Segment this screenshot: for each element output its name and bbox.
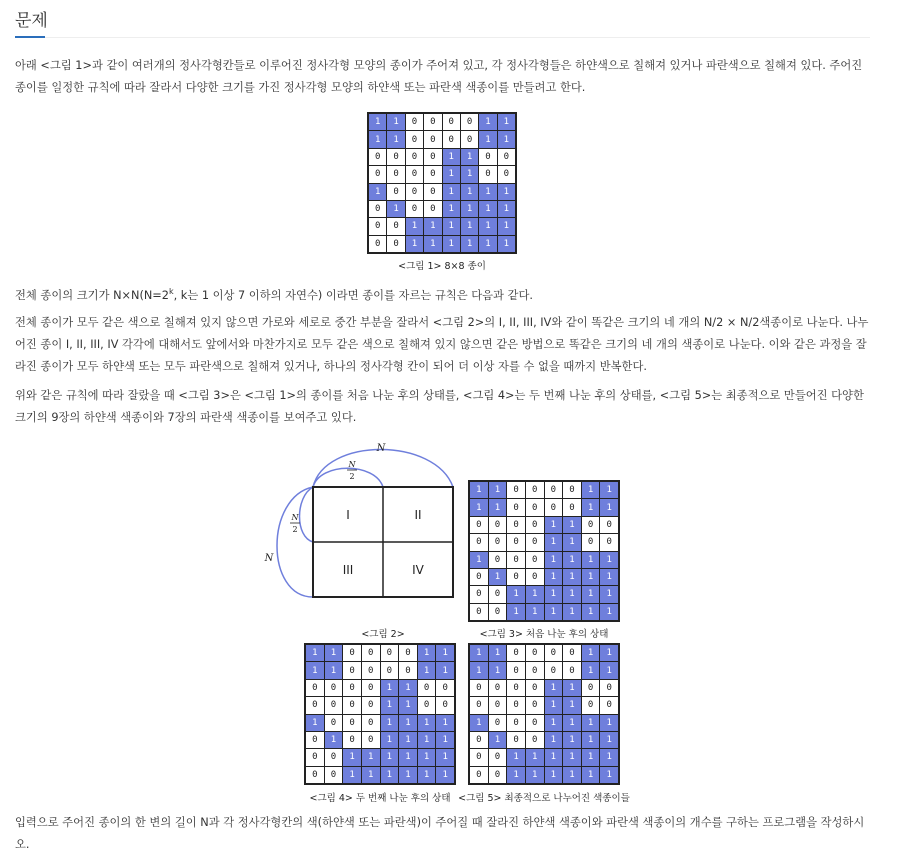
grid-cell: 1 [507, 749, 525, 765]
grid-cell: 0 [325, 697, 343, 713]
grid-cell: 1 [436, 767, 454, 783]
grid-cell: 0 [424, 149, 441, 165]
grid-cell: 0 [343, 715, 361, 731]
grid-cell: 1 [479, 131, 496, 147]
fig2-half-left-num: N [291, 513, 299, 522]
grid-cell: 0 [362, 680, 380, 696]
grid-cell: 1 [399, 767, 417, 783]
grid-cell: 0 [507, 732, 525, 748]
grid-cell: 0 [387, 236, 404, 252]
grid-cell: 0 [470, 680, 488, 696]
grid-cell: 1 [600, 662, 618, 678]
grid-cell: 1 [443, 184, 460, 200]
figure-5-grid [468, 643, 620, 785]
grid-cell: 1 [387, 114, 404, 130]
grid-cell: 1 [489, 569, 507, 585]
fig2-label-n-top: N [376, 443, 386, 454]
grid-cell: 1 [582, 645, 600, 661]
grid-cell: 0 [507, 534, 525, 550]
grid-cell: 0 [399, 662, 417, 678]
grid-cell: 1 [418, 715, 436, 731]
grid-cell: 1 [381, 680, 399, 696]
grid-cell: 1 [600, 604, 618, 620]
grid-cell: 1 [600, 586, 618, 602]
grid-cell: 1 [498, 236, 515, 252]
grid-cell: 0 [406, 149, 423, 165]
grid-cell: 1 [582, 499, 600, 515]
grid-cell: 1 [600, 767, 618, 783]
grid-cell: 1 [489, 732, 507, 748]
grid-cell: 0 [526, 732, 544, 748]
grid-cell: 1 [325, 645, 343, 661]
grid-cell: 0 [507, 715, 525, 731]
grid-cell: 0 [387, 149, 404, 165]
grid-cell: 1 [526, 604, 544, 620]
grid-cell: 1 [381, 732, 399, 748]
grid-cell: 1 [470, 645, 488, 661]
grid-cell: 1 [470, 715, 488, 731]
grid-cell: 0 [470, 586, 488, 602]
grid-cell: 0 [489, 604, 507, 620]
figure-2-diagram [255, 437, 465, 621]
figure-4-caption: <그림 4> 두 번째 나눈 후의 상태 [309, 793, 451, 804]
grid-cell: 1 [399, 715, 417, 731]
grid-cell: 1 [545, 767, 563, 783]
grid-cell: 1 [343, 767, 361, 783]
grid-cell: 0 [526, 680, 544, 696]
grid-cell: 1 [470, 552, 488, 568]
title-divider [15, 37, 870, 38]
grid-cell: 1 [545, 586, 563, 602]
grid-cell: 0 [470, 767, 488, 783]
paragraph-example: 위와 같은 규칙에 따라 잘랐을 때 <그림 3>은 <그림 1>의 종이를 처음 나눈 후의 상태를, <그림 4>는 두 번째 나눈 후의 상태를, <그림 5>는 최종적으로 만들어진 다양한 크기의 9장의 하얀색 색종이와 7장의 파란색 색종이를 보여주고 있다. [15, 389, 864, 424]
paragraph-size [15, 281, 873, 307]
grid-cell: 1 [489, 482, 507, 498]
figure-1-caption: <그림 1> 8×8 종이 [398, 261, 486, 272]
grid-cell: 1 [399, 680, 417, 696]
grid-cell: 1 [563, 697, 581, 713]
grid-cell: 1 [479, 114, 496, 130]
grid-cell: 0 [369, 201, 386, 217]
grid-cell: 1 [563, 749, 581, 765]
grid-cell: 0 [369, 166, 386, 182]
grid-cell: 1 [443, 218, 460, 234]
grid-cell: 0 [406, 131, 423, 147]
grid-cell: 0 [600, 680, 618, 696]
grid-cell: 1 [387, 201, 404, 217]
grid-cell: 1 [600, 569, 618, 585]
grid-cell: 0 [563, 645, 581, 661]
grid-cell: 0 [489, 552, 507, 568]
grid-cell: 1 [545, 552, 563, 568]
grid-cell: 1 [387, 131, 404, 147]
grid-cell: 0 [362, 715, 380, 731]
fig2-half-top-num: N [348, 460, 356, 469]
paragraph-intro: 아래 <그림 1>과 같이 여러개의 정사각형칸들로 이루어진 정사각형 모양의 종이가 주어져 있고, 각 정사각형들은 하얀색으로 칠해져 있거나 파란색으로 칠해져 있다. 주어진 종이를 일정한 규칙에 따라 잘라서 다양한 크기를 가진 정사각형 모양의 하얀색 또는 파란색 색종이를 만들려고 한다. [15, 59, 863, 94]
grid-cell: 1 [498, 114, 515, 130]
grid-cell: 0 [387, 218, 404, 234]
grid-cell: 0 [436, 697, 454, 713]
grid-cell: 1 [563, 604, 581, 620]
grid-cell: 0 [325, 680, 343, 696]
quadrant-iv: IV [412, 563, 424, 577]
grid-cell: 1 [545, 715, 563, 731]
grid-cell: 1 [381, 749, 399, 765]
grid-cell: 1 [498, 201, 515, 217]
grid-cell: 0 [582, 697, 600, 713]
grid-cell: 1 [461, 218, 478, 234]
grid-cell: 0 [526, 517, 544, 533]
grid-cell: 1 [436, 732, 454, 748]
quadrant-iii: III [342, 563, 354, 577]
grid-cell: 1 [545, 697, 563, 713]
paragraph-size-post: , k는 1 이상 7 이하의 자연수) 이라면 종이를 자르는 규칙은 다음과 같다. [173, 288, 533, 302]
grid-cell: 0 [362, 645, 380, 661]
grid-cell: 0 [489, 517, 507, 533]
grid-cell: 1 [563, 517, 581, 533]
grid-cell: 1 [507, 767, 525, 783]
grid-cell: 1 [489, 645, 507, 661]
grid-cell: 0 [369, 236, 386, 252]
grid-cell: 0 [325, 767, 343, 783]
grid-cell: 1 [582, 732, 600, 748]
grid-cell: 0 [507, 569, 525, 585]
grid-cell: 0 [563, 499, 581, 515]
grid-cell: 1 [545, 569, 563, 585]
grid-cell: 1 [582, 662, 600, 678]
figure-1-grid [367, 112, 517, 254]
grid-cell: 1 [563, 534, 581, 550]
grid-cell: 1 [498, 184, 515, 200]
grid-cell: 1 [582, 604, 600, 620]
grid-cell: 0 [479, 166, 496, 182]
grid-cell: 0 [381, 662, 399, 678]
grid-cell: 0 [526, 569, 544, 585]
grid-cell: 0 [470, 517, 488, 533]
grid-cell: 1 [424, 218, 441, 234]
grid-cell: 0 [526, 645, 544, 661]
grid-cell: 1 [325, 732, 343, 748]
grid-cell: 0 [369, 218, 386, 234]
grid-cell: 0 [600, 697, 618, 713]
grid-cell: 0 [507, 697, 525, 713]
grid-cell: 1 [418, 732, 436, 748]
grid-cell: 0 [343, 697, 361, 713]
grid-cell: 0 [489, 749, 507, 765]
grid-cell: 0 [406, 166, 423, 182]
grid-cell: 0 [582, 534, 600, 550]
grid-cell: 1 [479, 201, 496, 217]
grid-cell: 1 [399, 749, 417, 765]
grid-cell: 0 [424, 114, 441, 130]
grid-cell: 1 [461, 149, 478, 165]
grid-cell: 0 [424, 184, 441, 200]
grid-cell: 0 [507, 662, 525, 678]
grid-cell: 0 [461, 131, 478, 147]
grid-cell: 0 [343, 645, 361, 661]
figure-3-grid [468, 480, 620, 622]
grid-cell: 0 [526, 499, 544, 515]
grid-cell: 0 [343, 662, 361, 678]
grid-cell: 0 [306, 697, 324, 713]
grid-cell: 0 [443, 114, 460, 130]
grid-cell: 1 [418, 767, 436, 783]
grid-cell: 1 [406, 236, 423, 252]
grid-cell: 1 [436, 715, 454, 731]
quadrant-i: I [346, 508, 350, 522]
paragraph-task: 입력으로 주어진 종이의 한 변의 길이 N과 각 정사각형칸의 색(하얀색 또는 파란색)이 주어질 때 잘라진 하얀색 색종이와 파란색 색종이의 개수를 구하는 프로그램을 작성하시오. [15, 816, 865, 851]
grid-cell: 0 [526, 662, 544, 678]
grid-cell: 0 [489, 715, 507, 731]
grid-cell: 1 [563, 732, 581, 748]
grid-cell: 1 [381, 715, 399, 731]
grid-cell: 0 [306, 680, 324, 696]
grid-cell: 0 [470, 569, 488, 585]
grid-cell: 0 [489, 767, 507, 783]
grid-cell: 0 [489, 534, 507, 550]
figure-3-caption: <그림 3> 처음 나눈 후의 상태 [479, 629, 609, 640]
grid-cell: 0 [507, 645, 525, 661]
grid-cell: 0 [507, 552, 525, 568]
grid-cell: 1 [369, 114, 386, 130]
grid-cell: 0 [470, 749, 488, 765]
grid-cell: 0 [424, 166, 441, 182]
grid-cell: 1 [582, 586, 600, 602]
grid-cell: 0 [479, 149, 496, 165]
grid-cell: 1 [399, 697, 417, 713]
grid-cell: 1 [479, 184, 496, 200]
grid-cell: 1 [479, 236, 496, 252]
grid-cell: 1 [381, 697, 399, 713]
grid-cell: 0 [325, 749, 343, 765]
grid-cell: 1 [545, 680, 563, 696]
grid-cell: 1 [600, 749, 618, 765]
grid-cell: 0 [498, 166, 515, 182]
grid-cell: 1 [498, 218, 515, 234]
grid-cell: 1 [443, 166, 460, 182]
fig2-label-n-left: N [264, 553, 274, 564]
grid-cell: 0 [306, 732, 324, 748]
grid-cell: 1 [600, 499, 618, 515]
grid-cell: 1 [306, 715, 324, 731]
paragraph-rule: 전체 종이가 모두 같은 색으로 칠해져 있지 않으면 가로와 세로로 중간 부분을 잘라서 <그림 2>의 I, II, III, IV와 같이 똑같은 크기의 네 개의 N/2 × N/2색종이로 나눈다. 나누어진 종이 I, II, III, IV 각각에 대해서도 앞에서와 마찬가지로 모두 같은 색으로 칠해져 있지 않으면 같은 방법으로 똑같은 크기의 네 개의 색종이로 나눈다. 이와 같은 과정을 잘라진 종이가 모두 하얀색 또는 모두 파란색으로 칠해져 있거나, 하나의 정사각형 칸이 되어 더 이상 자를 수 없을 때까지 반복한다. [15, 316, 869, 373]
grid-cell: 0 [343, 732, 361, 748]
grid-cell: 0 [470, 697, 488, 713]
grid-cell: 1 [526, 767, 544, 783]
grid-cell: 1 [582, 569, 600, 585]
grid-cell: 1 [470, 482, 488, 498]
grid-cell: 0 [325, 715, 343, 731]
grid-cell: 1 [418, 749, 436, 765]
grid-cell: 0 [526, 482, 544, 498]
grid-cell: 1 [418, 662, 436, 678]
grid-cell: 1 [545, 534, 563, 550]
grid-cell: 1 [443, 236, 460, 252]
grid-cell: 1 [470, 499, 488, 515]
grid-cell: 1 [399, 732, 417, 748]
fig2-half-top-den: 2 [349, 472, 355, 481]
grid-cell: 1 [406, 218, 423, 234]
grid-cell: 1 [600, 482, 618, 498]
grid-cell: 0 [545, 482, 563, 498]
grid-cell: 1 [470, 662, 488, 678]
grid-cell: 0 [563, 662, 581, 678]
grid-cell: 1 [563, 569, 581, 585]
grid-cell: 1 [461, 184, 478, 200]
grid-cell: 1 [582, 715, 600, 731]
grid-cell: 1 [545, 749, 563, 765]
page-title: 문제 [15, 11, 48, 31]
grid-cell: 1 [306, 662, 324, 678]
figure-2-caption: <그림 2> [361, 629, 405, 640]
grid-cell: 0 [418, 697, 436, 713]
grid-cell: 1 [507, 586, 525, 602]
grid-cell: 1 [582, 767, 600, 783]
grid-cell: 0 [461, 114, 478, 130]
grid-cell: 1 [582, 482, 600, 498]
grid-cell: 1 [443, 149, 460, 165]
grid-cell: 1 [582, 552, 600, 568]
figure-4-grid [304, 643, 456, 785]
grid-cell: 0 [600, 534, 618, 550]
grid-cell: 1 [461, 236, 478, 252]
grid-cell: 0 [443, 131, 460, 147]
grid-cell: 1 [600, 732, 618, 748]
grid-cell: 0 [343, 680, 361, 696]
grid-cell: 0 [306, 767, 324, 783]
grid-cell: 0 [399, 645, 417, 661]
grid-cell: 1 [479, 218, 496, 234]
grid-cell: 1 [489, 662, 507, 678]
grid-cell: 1 [507, 604, 525, 620]
grid-cell: 1 [489, 499, 507, 515]
grid-cell: 1 [436, 749, 454, 765]
grid-cell: 1 [362, 767, 380, 783]
grid-cell: 0 [387, 184, 404, 200]
grid-cell: 1 [582, 749, 600, 765]
grid-cell: 0 [563, 482, 581, 498]
grid-cell: 0 [470, 732, 488, 748]
grid-cell: 0 [489, 697, 507, 713]
grid-cell: 0 [406, 201, 423, 217]
fig2-half-left-den: 2 [292, 525, 298, 534]
grid-cell: 1 [325, 662, 343, 678]
grid-cell: 0 [381, 645, 399, 661]
grid-cell: 1 [498, 131, 515, 147]
grid-cell: 0 [582, 680, 600, 696]
quadrant-ii: II [414, 508, 422, 522]
grid-cell: 1 [343, 749, 361, 765]
grid-cell: 1 [369, 131, 386, 147]
grid-cell: 1 [526, 586, 544, 602]
grid-cell: 0 [470, 604, 488, 620]
grid-cell: 1 [436, 645, 454, 661]
grid-cell: 1 [563, 552, 581, 568]
grid-cell: 0 [526, 534, 544, 550]
grid-cell: 0 [545, 645, 563, 661]
grid-cell: 0 [489, 680, 507, 696]
grid-cell: 0 [418, 680, 436, 696]
grid-cell: 0 [507, 517, 525, 533]
paragraph-size-pre: 전체 종이의 크기가 N×N(N=2 [15, 288, 169, 302]
grid-cell: 0 [507, 499, 525, 515]
grid-cell: 0 [498, 149, 515, 165]
grid-cell: 0 [369, 149, 386, 165]
grid-cell: 0 [582, 517, 600, 533]
figure-5-caption: <그림 5> 최종적으로 나누어진 색종이들 [458, 793, 630, 804]
grid-cell: 0 [406, 114, 423, 130]
grid-cell: 0 [507, 482, 525, 498]
grid-cell: 0 [424, 201, 441, 217]
grid-cell: 1 [563, 586, 581, 602]
grid-cell: 1 [436, 662, 454, 678]
grid-cell: 1 [563, 680, 581, 696]
grid-cell: 1 [526, 749, 544, 765]
grid-cell: 0 [470, 534, 488, 550]
grid-cell: 0 [424, 131, 441, 147]
grid-cell: 1 [600, 645, 618, 661]
grid-cell: 0 [362, 662, 380, 678]
grid-cell: 1 [545, 732, 563, 748]
grid-cell: 1 [545, 517, 563, 533]
grid-cell: 1 [443, 201, 460, 217]
grid-cell: 0 [436, 680, 454, 696]
grid-cell: 0 [526, 715, 544, 731]
grid-cell: 0 [526, 697, 544, 713]
grid-cell: 0 [387, 166, 404, 182]
grid-cell: 0 [600, 517, 618, 533]
grid-cell: 0 [545, 499, 563, 515]
grid-cell: 1 [418, 645, 436, 661]
grid-cell: 0 [362, 697, 380, 713]
title-underline [15, 36, 45, 38]
grid-cell: 1 [369, 184, 386, 200]
grid-cell: 1 [381, 767, 399, 783]
grid-cell: 1 [306, 645, 324, 661]
grid-cell: 1 [461, 201, 478, 217]
grid-cell: 1 [461, 166, 478, 182]
grid-cell: 0 [526, 552, 544, 568]
grid-cell: 0 [489, 586, 507, 602]
grid-cell: 1 [600, 552, 618, 568]
grid-cell: 1 [545, 604, 563, 620]
grid-cell: 0 [545, 662, 563, 678]
grid-cell: 0 [362, 732, 380, 748]
grid-cell: 0 [406, 184, 423, 200]
grid-cell: 0 [507, 680, 525, 696]
grid-cell: 1 [563, 715, 581, 731]
grid-cell: 0 [306, 749, 324, 765]
grid-cell: 1 [424, 236, 441, 252]
grid-cell: 1 [362, 749, 380, 765]
grid-cell: 1 [600, 715, 618, 731]
paragraph-size-sup: k [168, 287, 174, 296]
grid-cell: 1 [563, 767, 581, 783]
